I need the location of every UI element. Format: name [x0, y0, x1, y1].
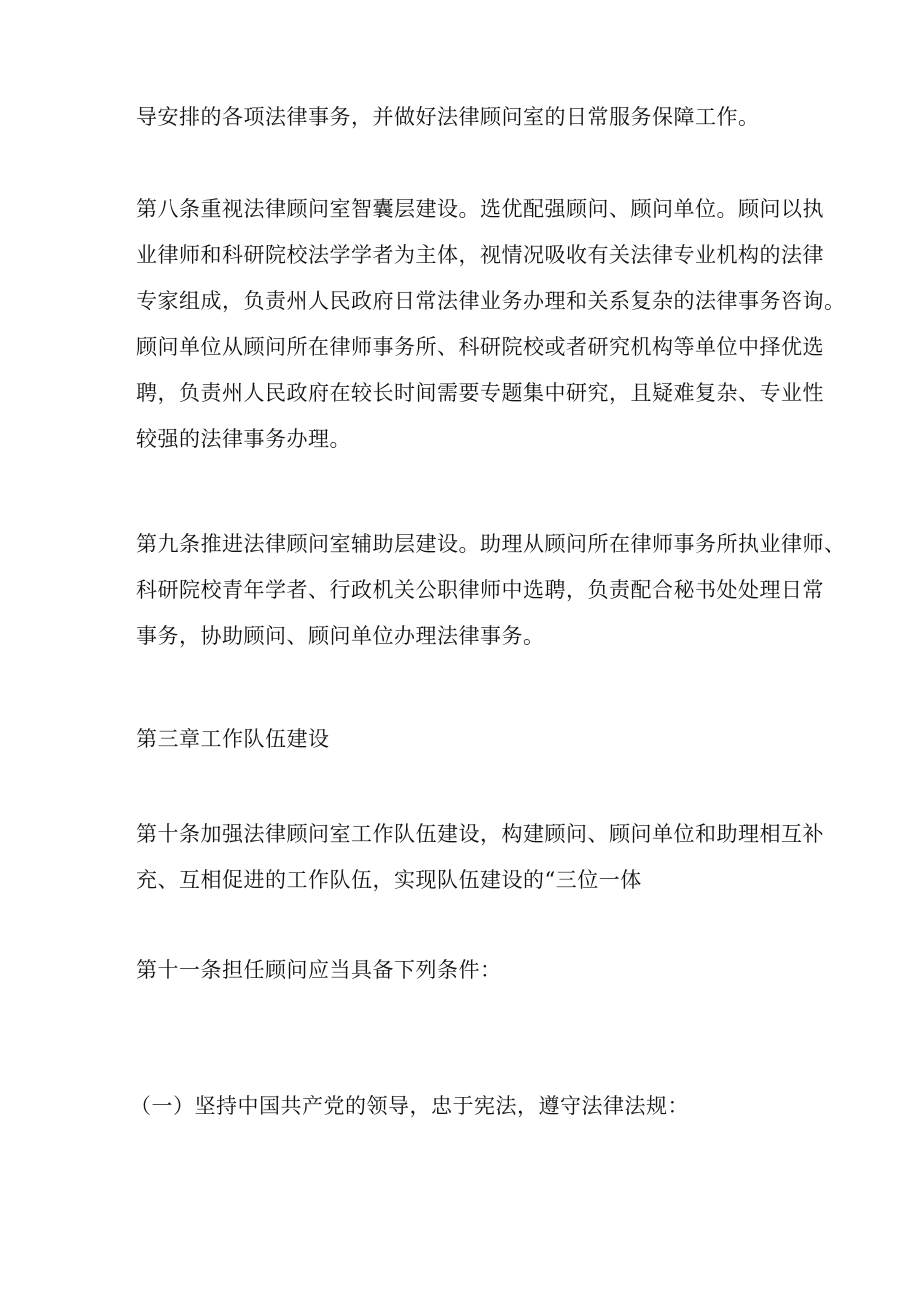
text-line: 较强的法律事务办理。 [136, 427, 351, 451]
paragraph-article-8 [136, 186, 846, 462]
text-line: 业律师和科研院校法学学者为主体，视情况吸收有关法律专业机构的法律 [136, 243, 824, 267]
text-line: 第九条推进法律顾问室辅助层建设。助理从顾问所在律师事务所执业律师、 [136, 532, 846, 556]
text-line: 第三章工作队伍建设 [136, 727, 330, 751]
text-line: 第十一条担任顾问应当具备下列条件： [136, 958, 502, 982]
text-line: 聘，负责州人民政府在较长时间需要专题集中研究，且疑难复杂、专业性 [136, 381, 824, 405]
text-line: （一）坚持中国共产党的领导，忠于宪法，遵守法律法规： [130, 1094, 689, 1118]
paragraph-article-10 [136, 811, 824, 903]
text-line: 专家组成，负责州人民政府日常法律业务办理和关系复杂的法律事务咨询。 [136, 289, 846, 313]
text-line: 顾问单位从顾问所在律师事务所、科研院校或者研究机构等单位中择优选 [136, 335, 824, 359]
text-line: 第八条重视法律顾问室智囊层建设。选优配强顾问、顾问单位。顾问以执 [136, 197, 824, 221]
text-line: 充、互相促进的工作队伍，实现队伍建设的“三位一体 [136, 868, 642, 892]
paragraph-article-11 [136, 947, 816, 993]
text-line: 事务，协助顾问、顾问单位办理法律事务。 [136, 624, 545, 648]
text-line: 导安排的各项法律事务，并做好法律顾问室的日常服务保障工作。 [136, 105, 760, 129]
text-line: 第十条加强法律顾问室工作队伍建设，构建顾问、顾问单位和助理相互补 [136, 822, 824, 846]
text-line: 科研院校青年学者、行政机关公职律师中选聘，负责配合秘书处处理日常 [136, 578, 824, 602]
paragraph-continuation [136, 94, 816, 140]
paragraph-article-9 [136, 521, 846, 659]
chapter-heading [136, 716, 816, 762]
list-item-condition-1 [130, 1083, 810, 1129]
